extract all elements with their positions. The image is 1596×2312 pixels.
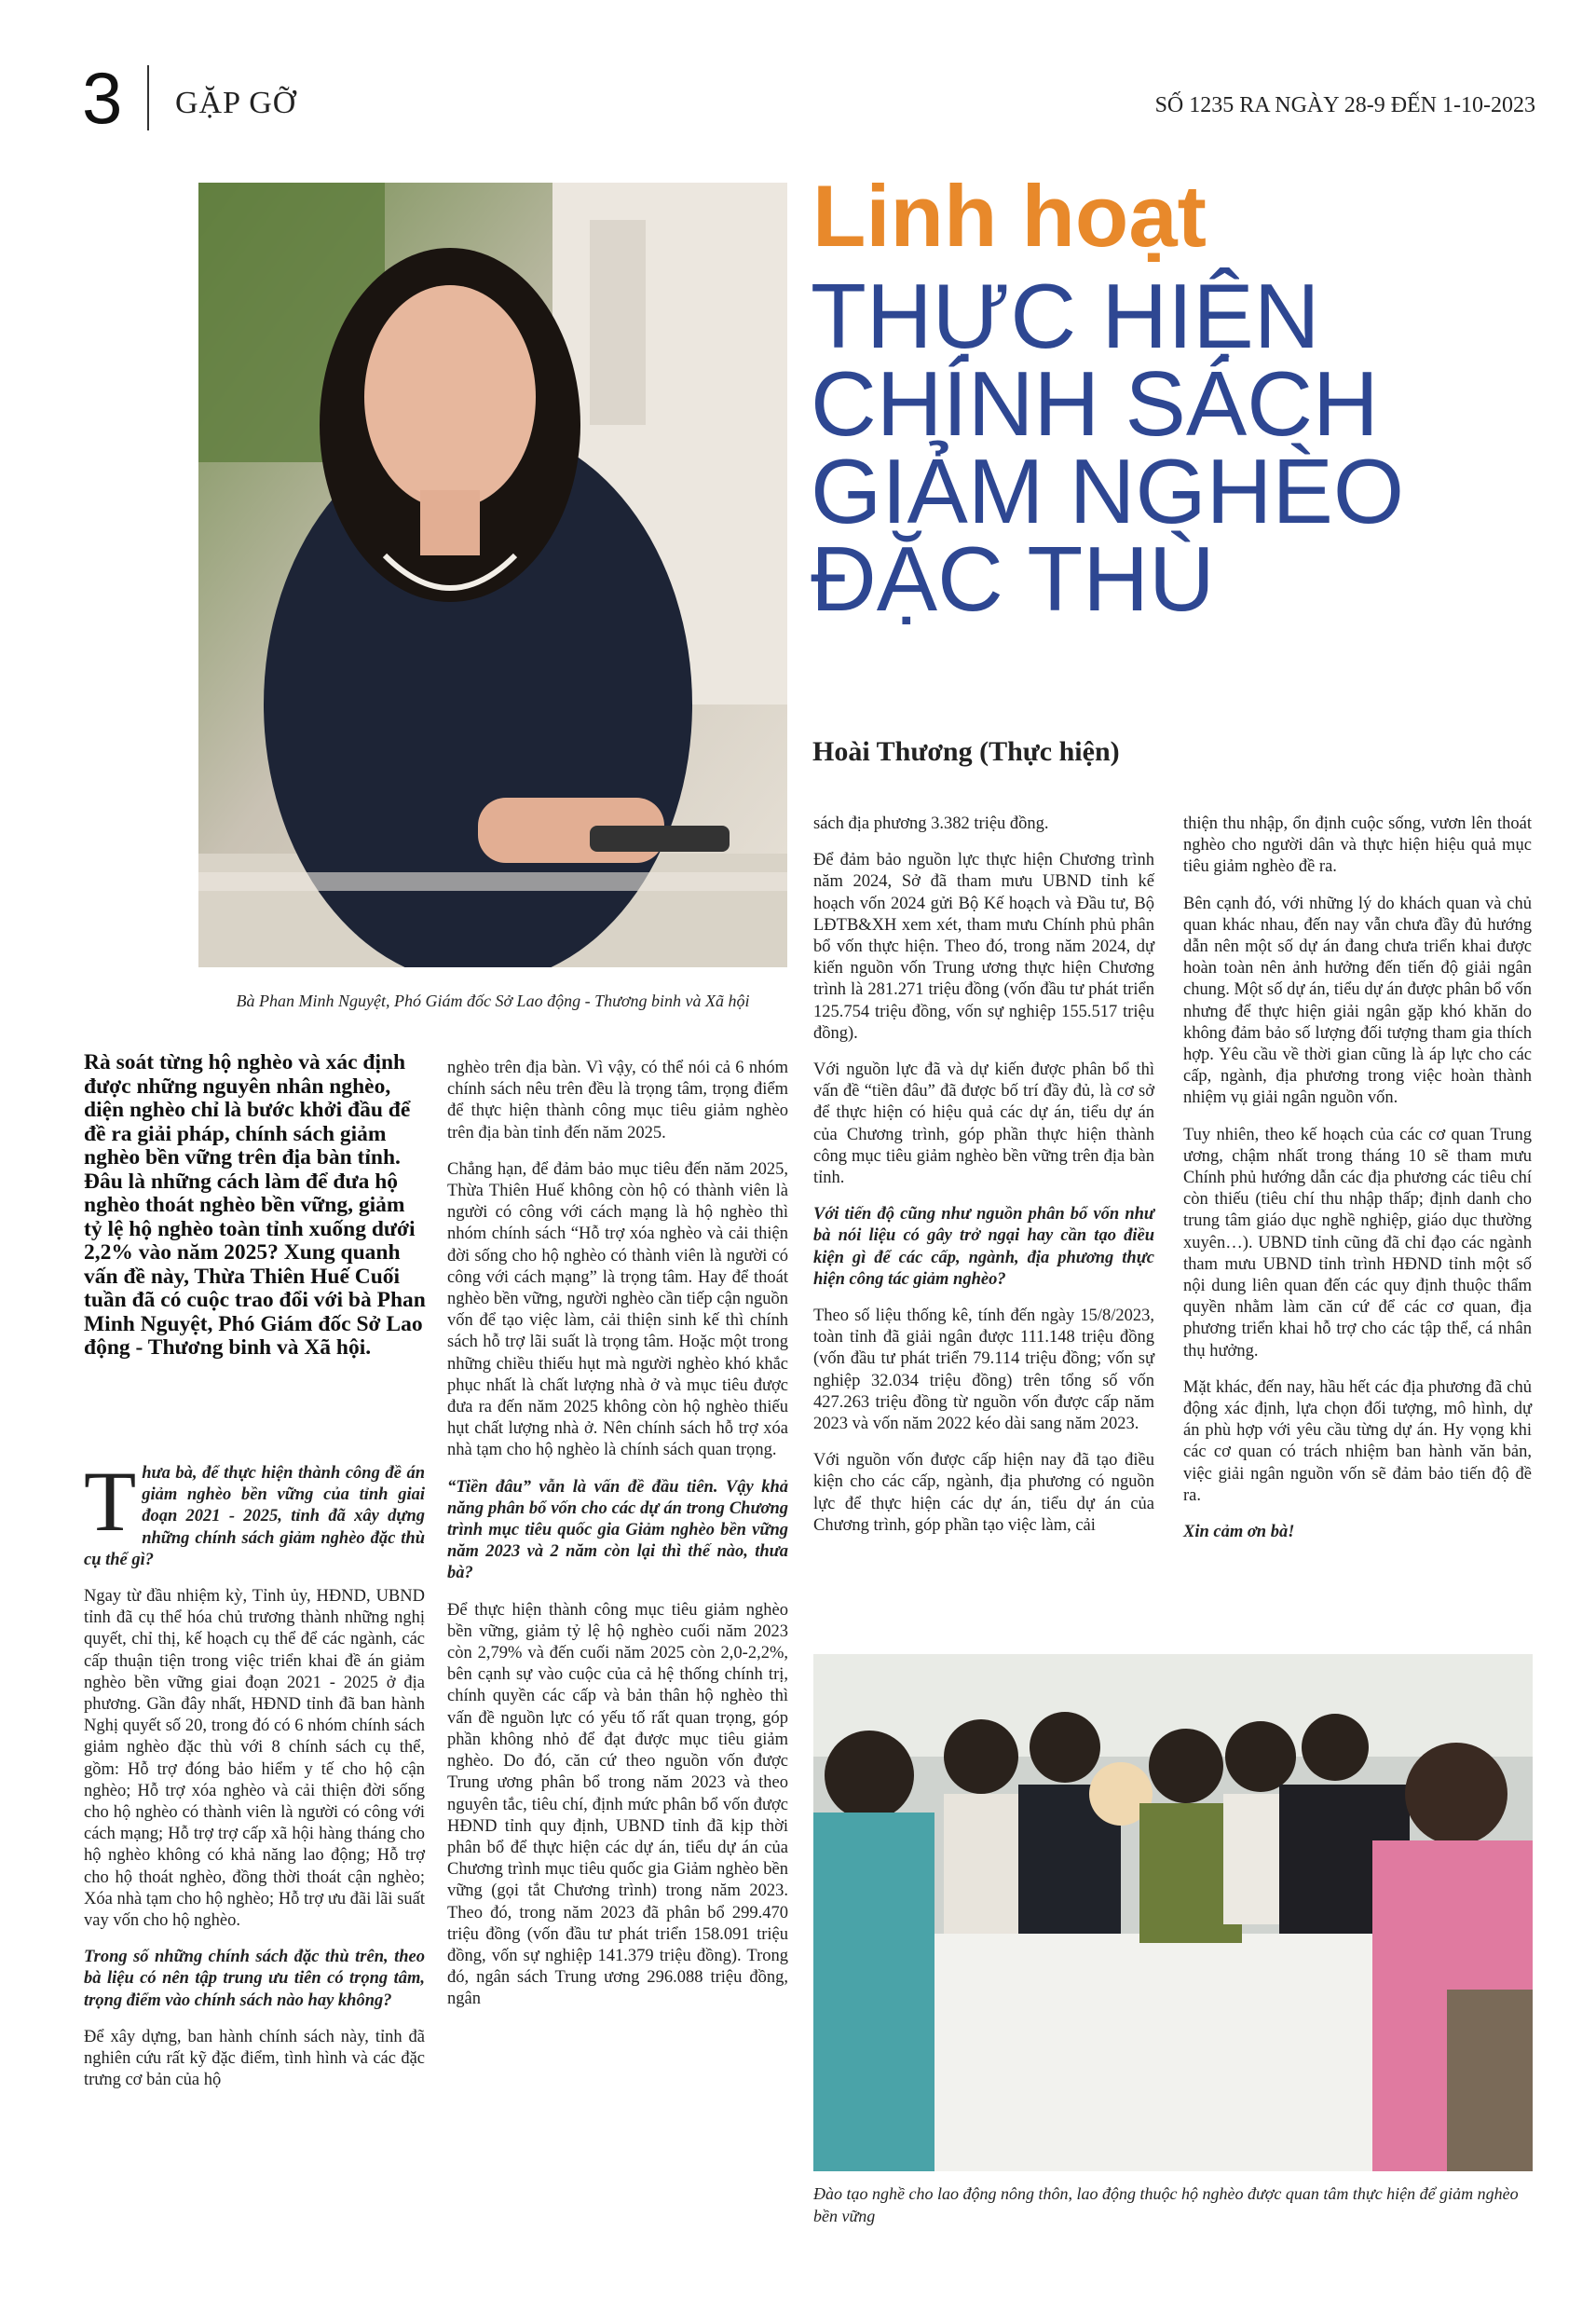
headline-line: ĐẶC THÙ — [811, 527, 1215, 630]
body-paragraph: thiện thu nhập, ổn định cuộc sống, vươn lên thoát nghèo cho người dân và thực hiện hiệu quả mục tiêu giảm nghèo đề ra. — [1183, 814, 1532, 877]
section-title: GẶP GỠ — [175, 86, 297, 120]
body-paragraph: Để thực hiện thành công mục tiêu giảm nghèo bền vững, giảm tỷ lệ hộ nghèo cuối năm 2023 còn 2,79% và đến cuối năm 2025 còn 2,0-2,2%, bên cạnh sự vào cuộc của cả hệ thống chính trị, chính quyền các cấp và bản thân hộ nghèo thì vấn đề nguồn lực có yếu tố rất quan trọng, góp phần không nhỏ để đạt được mục tiêu giảm nghèo. Do đó, căn cứ theo nguồn vốn được Trung ương phân bổ trong năm 2023 và theo nguyên tắc, tiêu chí, định mức phân bổ vốn được HĐND tỉnh quy định, UBND tỉnh đã kịp thời phân bổ để thực hiện các dự án, tiểu dự án của Chương trình mục tiêu quốc gia Giảm nghèo bền vững (gọi tắt Chương trình) trong năm 2023. Theo đó, trong năm 2023 đã phân bổ 299.470 triệu đồng (vốn đầu tư phát triển 158.091 triệu đồng, vốn sự nghiệp 141.379 triệu đồng). Trong đó, ngân sách Trung ương 296.088 triệu đồng, ngân — [447, 1600, 788, 2009]
column-1 — [84, 1454, 425, 2106]
page-header — [82, 56, 1535, 140]
training-photo — [813, 1654, 1533, 2171]
interview-question: “Tiền đâu” vẫn là vấn đề đầu tiên. Vậy khả năng phân bổ vốn cho các dự án trong Chương trình mục tiêu quốc gia Giảm nghèo bền vững năm 2023 và 2 năm còn lại thì thế nào, thưa bà? — [447, 1477, 788, 1583]
body-paragraph: Mặt khác, đến nay, hầu hết các địa phương đã chủ động xác định, lựa chọn đối tượng, mô hình, dự án phù hợp với yêu cầu từng dự án. Hy vọng khi các cơ quan có trách nhiệm ban hành văn bản, việc giải ngân nguồn vốn sẽ đảm bảo tiến độ đề ra. — [1183, 1377, 1532, 1505]
portrait-photo — [198, 183, 787, 967]
column-3 — [813, 814, 1154, 1552]
body-paragraph: Với nguồn vốn được cấp hiện nay đã tạo điều kiện cho các cấp, ngành, địa phương có nguồn lực để thực hiện các dự án, tiểu dự án của Chương trình, góp phần tạo việc làm, cải — [813, 1451, 1154, 1535]
column-2 — [447, 1058, 788, 2026]
body-paragraph: nghèo trên địa bàn. Vì vậy, có thể nói cả 6 nhóm chính sách nêu trên đều là trọng tâm, trọng điểm để thực hiện thành công mục tiêu giảm nghèo trên địa bàn tỉnh đến năm 2025. — [447, 1059, 788, 1142]
headline — [811, 265, 1537, 630]
body-paragraph: Để đảm bảo nguồn lực thực hiện Chương trình năm 2024, Sở đã tham mưu UBND tỉnh kế hoạch vốn 2024 gửi Bộ Kế hoạch và Đầu tư, Bộ LĐTB&XH xem xét, tham mưu Chính phủ phân bổ vốn thực hiện. Theo đó, trong năm 2024, dự kiến nguồn vốn Trung ương thực hiện Chương trình là 281.271 triệu đồng (vốn đầu tư phát triển 125.754 triệu đồng, vốn sự nghiệp 155.517 triệu đồng). — [813, 851, 1154, 1043]
page-number: 3 — [82, 57, 123, 139]
issue-info: SỐ 1235 RA NGÀY 28-9 ĐẾN 1-10-2023 — [1154, 93, 1535, 117]
body-paragraph: Chẳng hạn, để đảm bảo mục tiêu đến năm 2025, Thừa Thiên Huế không còn hộ có thành viên là người có công với cách mạng là hộ nghèo thì nhóm chính sách “Hỗ trợ xóa nghèo và cải thiện đời sống cho hộ nghèo có thành viên là người có công với cách mạng” là trọng tâm. Hay để thoát nghèo bền vững, người nghèo cần tiếp cận nguồn vốn để tạo việc làm, cải thiện sinh kế thì chính sách hỗ trợ lãi suất là trọng tâm. Hoặc một trong những chiều thiếu hụt mà người nghèo khó khắc phục nhất là chất lượng nhà ở và mục tiêu được đưa ra đến năm 2025 không còn hộ nghèo thiếu hụt chất lượng nhà ở. Nên chính sách hỗ trợ xóa nhà tạm cho hộ nghèo là chính sách quan trọng. — [447, 1159, 788, 1460]
training-caption: Đào tạo nghề cho lao động nông thôn, lao động thuộc hộ nghèo được quan tâm thực hiện để giảm nghèo bền vững — [813, 2184, 1519, 2225]
body-paragraph: Để xây dựng, ban hành chính sách này, tỉnh đã nghiên cứu rất kỹ đặc điểm, tình hình và các đặc trưng cơ bản của hộ — [84, 2027, 425, 2090]
body-paragraph: Tuy nhiên, theo kế hoạch của các cơ quan Trung ương, chậm nhất trong tháng 10 sẽ tham mưu Chính phủ hướng dẫn các địa phương các tiêu chí còn thiếu (tiêu chí thu nhập thấp; định danh cho trung tâm giáo dục nghề nghiệp, giáo dục thường xuyên…). UBND tỉnh cũng đã chỉ đạo các ngành tham mưu UBND tỉnh trình HĐND tỉnh một số nội dung liên quan đến các quy định thuộc thẩm quyền nhằm làm căn cứ để các cơ quan, địa phương triển khai hỗ trợ cho các tập thể, cá nhân thụ hưởng. — [1183, 1125, 1532, 1361]
headline-line: CHÍNH SÁCH — [811, 352, 1379, 455]
headline-kicker: Linh hoạt — [812, 167, 1207, 265]
header-divider — [147, 65, 149, 130]
interview-question: Thưa bà, để thực hiện thành công đề án giảm nghèo bền vững của tỉnh giai đoạn 2021 - 2025, tỉnh đã xây dựng những chính sách giảm nghèo đặc thù cụ thể gì? — [84, 1454, 425, 1569]
byline: Hoài Thương (Thực hiện) — [812, 736, 1120, 767]
column-4 — [1183, 814, 1532, 1558]
interview-question: Với tiến độ cũng như nguồn phân bổ vốn như bà nói liệu có gây trở ngại hay cần tạo điều kiện gì để các cấp, ngành, địa phương thực hiện công tác giảm nghèo? — [813, 1205, 1154, 1289]
body-paragraph: Theo số liệu thống kê, tính đến ngày 15/8/2023, toàn tỉnh đã giải ngân được 111.148 triệu đồng (vốn đầu tư phát triển 79.114 triệu đồng; vốn sự nghiệp 32.034 triệu đồng) trên tổng số vốn 427.263 triệu đồng từ nguồn vốn được cấp năm 2023 và vốn năm 2022 kéo dài sang năm 2023. — [813, 1306, 1154, 1434]
body-paragraph: sách địa phương 3.382 triệu đồng. — [813, 814, 1049, 833]
body-paragraph: Với nguồn lực đã và dự kiến được phân bổ thì vấn đề “tiền đâu” đã được bố trí đầy đủ, là cơ sở để thực hiện có hiệu quả các dự án, tiểu dự án của Chương trình, góp phần thực hiện thành công mục tiêu giảm nghèo bền vững trên địa bàn tỉnh. — [813, 1060, 1154, 1188]
headline-line: THỰC HIỆN — [811, 265, 1320, 367]
headline-line: GIẢM NGHÈO — [811, 440, 1405, 542]
body-paragraph: Bên cạnh đó, với những lý do khách quan và chủ quan khác nhau, đến nay vẫn chưa đầy đủ hướng dẫn nên một số dự án đang chưa triển khai được hoàn toàn nên ảnh hưởng đến tiến độ giải ngân chung. Một số dự án, tiểu dự án được phân bổ vốn nhưng để thực hiện giải ngân gặp khó khăn do không đảm bảo số lượng đối tượng tham gia thích hợp. Yêu cầu về thời gian cũng là áp lực cho các cấp, ngành, địa phương trong việc hoàn thành nhiệm vụ giải ngân nguồn vốn. — [1183, 894, 1532, 1108]
lead-paragraph: Rà soát từng hộ nghèo và xác định được những nguyên nhân nghèo, diện nghèo chỉ là bước khởi đầu để đề ra giải pháp, chính sách giảm nghèo bền vững trên địa bàn tỉnh. Đâu là những cách làm để đưa hộ nghèo thoát nghèo bền vững, giảm tỷ lệ hộ nghèo toàn tỉnh xuống dưới 2,2% vào năm 2025? Xung quanh vấn đề này, Thừa Thiên Huế Cuối tuần đã có cuộc trao đổi với bà Phan Minh Nguyệt, Phó Giám đốc Sở Lao động - Thương binh và Xã hội. — [84, 1050, 426, 1360]
portrait-caption: Bà Phan Minh Nguyệt, Phó Giám đốc Sở Lao động - Thương binh và Xã hội — [236, 992, 750, 1010]
closing-line: Xin cảm ơn bà! — [1183, 1523, 1295, 1542]
interview-question: Trong số những chính sách đặc thù trên, theo bà liệu có nên tập trung ưu tiên có trọng tâm, trọng điểm vào chính sách nào hay không? — [84, 1948, 425, 2010]
body-paragraph: Ngay từ đầu nhiệm kỳ, Tỉnh ủy, HĐND, UBND tỉnh đã cụ thể hóa chủ trương thành những nghị quyết, chỉ thị, kế hoạch cụ thể để các ngành, các cấp thuận tiện trong việc triển khai đề án giảm nghèo bền vững giai đoạn 2021 - 2025 ở địa phương. Gần đây nhất, HĐND tỉnh đã ban hành Nghị quyết số 20, trong đó có 6 nhóm chính sách giảm nghèo đặc thù với 8 chính sách cụ thể, gồm: Hỗ trợ đóng bảo hiểm y tế cho hộ cận nghèo; Hỗ trợ xóa nghèo và cải thiện đời sống cho hộ nghèo có thành viên là người có công với cách mạng; Hỗ trợ trợ cấp xã hội hàng tháng cho hộ nghèo không có khả năng lao động; Hỗ trợ cho hộ thoát nghèo, đồng thời thoát cận nghèo; Xóa nhà tạm cho hộ nghèo; Hỗ trợ ưu đãi lãi suất vay vốn cho hộ nghèo. — [84, 1587, 425, 1931]
